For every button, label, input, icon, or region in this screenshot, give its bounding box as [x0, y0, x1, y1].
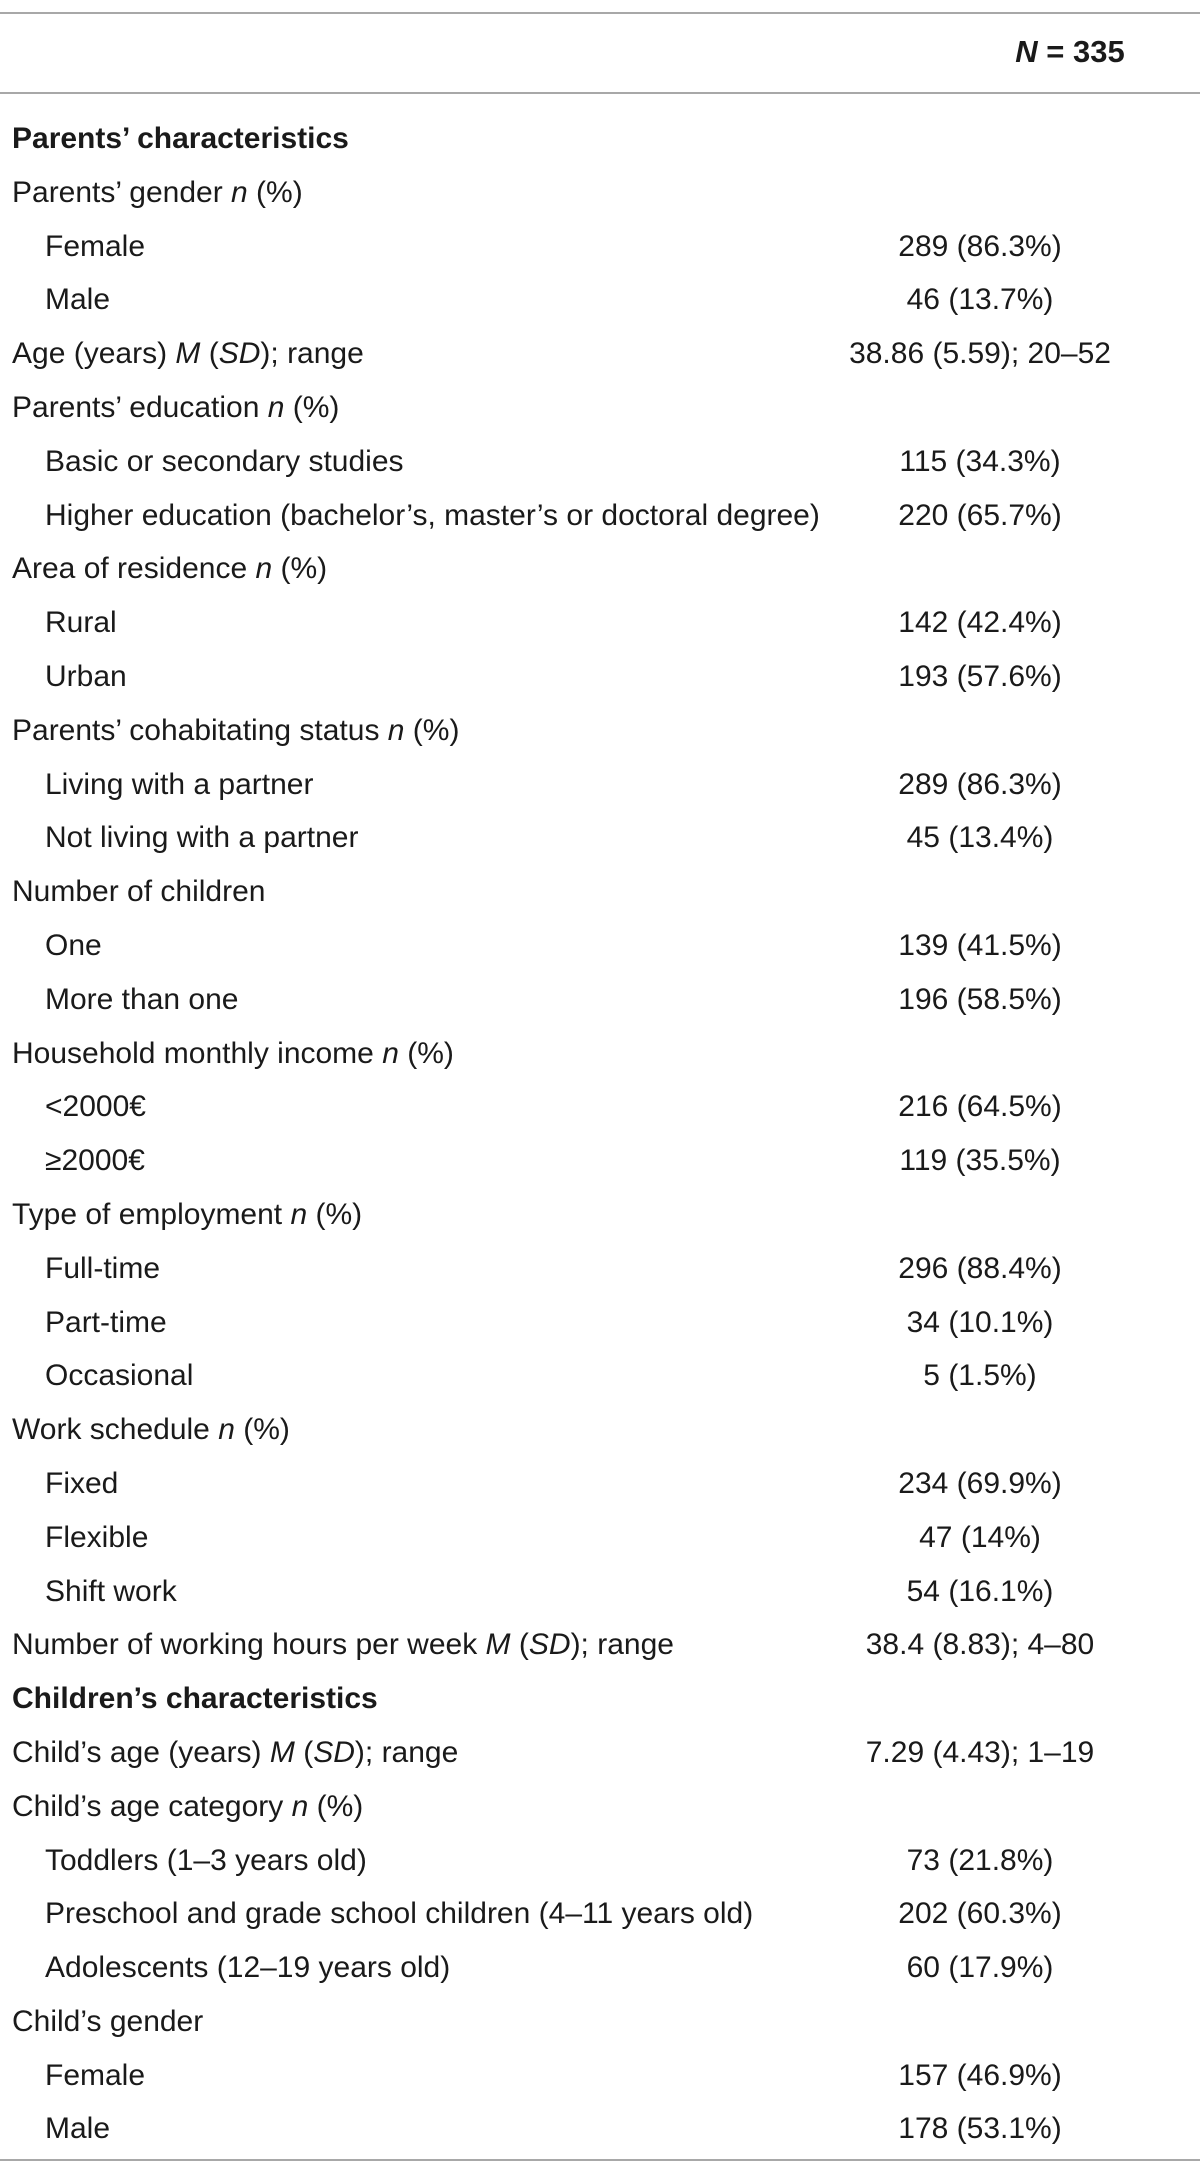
row-label-text: Living with a partner	[45, 767, 314, 801]
row-label	[45, 811, 358, 865]
row-value: 38.4 (8.83); 4–80	[865, 1628, 1095, 1662]
row-label-text: Number of working hours per week	[12, 1628, 486, 1662]
row-label-stat: n	[231, 175, 248, 209]
row-label-text: Full-time	[45, 1251, 161, 1285]
row-label-text: Household monthly income	[12, 1036, 383, 1070]
group-header-row	[0, 166, 1200, 220]
row-value: 289 (86.3%)	[898, 767, 1062, 801]
row-label-stat: n	[290, 1197, 308, 1231]
row-label	[45, 273, 110, 327]
table-row	[0, 1349, 1200, 1403]
row-label	[45, 1242, 160, 1296]
row-label-stat: n	[267, 390, 285, 424]
group-header-row	[0, 381, 1200, 435]
row-value: 46 (13.7%)	[906, 283, 1054, 317]
group-header-row	[0, 1780, 1200, 1834]
row-label	[45, 2102, 110, 2156]
table-row	[0, 220, 1200, 274]
row-label	[45, 1511, 148, 1565]
row-label-text: Basic or secondary studies	[45, 444, 404, 478]
group-header-row	[0, 542, 1200, 596]
row-value: 7.29 (4.43); 1–19	[865, 1735, 1095, 1769]
row-label-text: Shift work	[45, 1574, 177, 1608]
table-row	[0, 650, 1200, 704]
row-label-text: Toddlers (1–3 years old)	[45, 1843, 367, 1877]
row-value: 119 (35.5%)	[899, 1144, 1061, 1178]
group-header-row	[0, 865, 1200, 919]
row-label-text: Work schedule	[12, 1413, 219, 1447]
row-label	[12, 112, 349, 166]
row-value: 289 (86.3%)	[898, 229, 1062, 263]
table-row	[0, 1511, 1200, 1565]
row-label-stat: SD	[313, 1735, 355, 1769]
row-label-text: Part-time	[45, 1305, 167, 1339]
row-label-suffix: (%)	[284, 390, 340, 424]
row-label	[12, 1188, 362, 1242]
row-value: 54 (16.1%)	[906, 1574, 1054, 1608]
row-value: 157 (46.9%)	[898, 2058, 1062, 2092]
n-symbol: N	[1015, 34, 1038, 69]
row-label	[12, 1726, 458, 1780]
table-row	[0, 1242, 1200, 1296]
row-label-stat: n	[382, 1036, 399, 1070]
row-label	[12, 1618, 674, 1672]
row-label-text: Adolescents (12–19 years old)	[45, 1951, 451, 1985]
group-header-row	[0, 1027, 1200, 1081]
row-value: 139 (41.5%)	[898, 928, 1062, 962]
row-label	[12, 865, 265, 919]
row-label-suffix: ); range	[570, 1628, 674, 1662]
row-label-text: Female	[45, 229, 146, 263]
row-label-text: Number of children	[12, 875, 266, 909]
row-label-suffix: ); range	[354, 1735, 459, 1769]
row-label-text: Not living with a partner	[45, 821, 359, 855]
row-label-text: Male	[45, 2112, 111, 2146]
row-label	[12, 1995, 203, 2049]
group-header-row	[0, 1995, 1200, 2049]
table-row	[0, 1887, 1200, 1941]
row-label	[45, 1887, 753, 1941]
row-label-text: Parents’ education	[12, 390, 268, 424]
group-header-row	[0, 1188, 1200, 1242]
table-row	[0, 1565, 1200, 1619]
row-label-stat: M	[175, 337, 201, 371]
row-label-text: Flexible	[45, 1520, 149, 1554]
row-label-text: Fixed	[45, 1466, 119, 1500]
row-label-stat: SD	[218, 337, 261, 371]
row-value: 234 (69.9%)	[898, 1466, 1062, 1500]
row-value: 193 (57.6%)	[898, 659, 1062, 693]
row-label-stat: n	[218, 1413, 235, 1447]
row-label	[12, 542, 327, 596]
row-label-text: Parents’ gender	[12, 175, 232, 209]
row-label	[45, 435, 404, 489]
row-value: 47 (14%)	[919, 1520, 1041, 1554]
group-header-row	[0, 704, 1200, 758]
row-label-text: Children’s characteristics	[12, 1682, 378, 1716]
row-label	[45, 1457, 118, 1511]
row-label-suffix: ); range	[260, 337, 364, 371]
group-header-row	[0, 1726, 1200, 1780]
row-label	[45, 1080, 146, 1134]
row-label-text: Child’s gender	[12, 2004, 204, 2038]
row-label-text: <2000€	[45, 1090, 146, 1124]
row-label	[12, 381, 339, 435]
row-label	[45, 919, 102, 973]
table-row	[0, 758, 1200, 812]
group-header-row	[0, 1618, 1200, 1672]
row-value: 5 (1.5%)	[923, 1359, 1037, 1393]
row-label	[45, 1941, 450, 1995]
row-label	[45, 758, 313, 812]
row-label-text: Child’s age category	[12, 1789, 292, 1823]
section-header-row	[0, 112, 1200, 166]
group-header-row	[0, 327, 1200, 381]
table-body	[0, 112, 1200, 2156]
row-value: 38.86 (5.59); 20–52	[849, 337, 1111, 371]
row-label	[12, 1780, 363, 1834]
row-label-suffix: (%)	[234, 1413, 290, 1447]
table-row	[0, 1457, 1200, 1511]
row-label-text: Child’s age (years)	[12, 1735, 270, 1769]
row-value: 216 (64.5%)	[898, 1090, 1062, 1124]
row-label-stat: n	[387, 713, 405, 747]
table-row	[0, 1296, 1200, 1350]
row-label-text: (	[294, 1735, 314, 1769]
row-label-text: Parents’ cohabitating status	[12, 713, 388, 747]
table-row	[0, 489, 1200, 543]
row-label	[45, 596, 117, 650]
row-label-suffix: (%)	[404, 713, 460, 747]
row-label-text: Type of employment	[12, 1197, 291, 1231]
table-row	[0, 973, 1200, 1027]
row-label-text: One	[45, 928, 102, 962]
row-value: 142 (42.4%)	[898, 606, 1062, 640]
table-row	[0, 273, 1200, 327]
row-label-text: Higher education (bachelor’s, master’s or doctoral degree)	[45, 498, 820, 532]
row-label-text: Male	[45, 283, 111, 317]
row-label-text: Urban	[45, 659, 127, 693]
row-value: 178 (53.1%)	[898, 2112, 1062, 2146]
table-row	[0, 435, 1200, 489]
row-value: 45 (13.4%)	[906, 821, 1054, 855]
n-value: = 335	[1046, 34, 1125, 69]
table-row	[0, 811, 1200, 865]
row-label-text: Area of residence	[12, 552, 256, 586]
row-label	[45, 1296, 167, 1350]
row-label-suffix: (%)	[272, 552, 328, 586]
row-label-suffix: (%)	[307, 1197, 363, 1231]
table-row	[0, 596, 1200, 650]
row-label-suffix: (%)	[308, 1789, 364, 1823]
row-label-text: (	[200, 337, 219, 371]
row-label	[45, 1134, 145, 1188]
row-label-text: More than one	[45, 982, 239, 1016]
row-value: 196 (58.5%)	[898, 982, 1062, 1016]
row-value: 34 (10.1%)	[906, 1305, 1054, 1339]
row-label-suffix: (%)	[247, 175, 303, 209]
row-label	[45, 1565, 177, 1619]
row-label-text: ≥2000€	[45, 1144, 145, 1178]
row-label	[45, 489, 820, 543]
row-label-stat: M	[269, 1735, 295, 1769]
row-label	[45, 2049, 145, 2103]
table-row	[0, 1080, 1200, 1134]
row-value: 115 (34.3%)	[899, 444, 1061, 478]
row-label	[12, 704, 459, 758]
row-label	[12, 1672, 378, 1726]
row-label	[45, 973, 238, 1027]
table-bottom-rule	[0, 2159, 1200, 2161]
row-value: 220 (65.7%)	[898, 498, 1062, 532]
row-label	[12, 166, 303, 220]
row-value: 73 (21.8%)	[906, 1843, 1054, 1877]
section-header-row	[0, 1672, 1200, 1726]
column-header-n	[960, 30, 1180, 74]
table-row	[0, 1134, 1200, 1188]
row-label-stat: M	[485, 1628, 511, 1662]
row-label	[45, 650, 127, 704]
row-label-text: Preschool and grade school children (4–11 years old)	[45, 1897, 754, 1931]
row-label	[45, 220, 145, 274]
row-label-text: Female	[45, 2058, 146, 2092]
table-header-rule	[0, 92, 1200, 94]
table-top-rule	[0, 12, 1200, 14]
row-label-text: Age (years)	[12, 337, 176, 371]
table-row	[0, 2049, 1200, 2103]
row-label-stat: SD	[528, 1628, 571, 1662]
row-label-suffix: (%)	[398, 1036, 454, 1070]
row-label	[45, 1834, 367, 1888]
row-label-text: Occasional	[45, 1359, 194, 1393]
row-label	[12, 1403, 290, 1457]
table-row	[0, 1941, 1200, 1995]
table-row	[0, 2102, 1200, 2156]
row-label	[12, 327, 364, 381]
row-label-text: Parents’ characteristics	[12, 122, 349, 155]
group-header-row	[0, 1403, 1200, 1457]
row-label-stat: n	[255, 552, 273, 586]
row-label	[45, 1349, 193, 1403]
row-label-text: (	[510, 1628, 529, 1662]
table-row	[0, 919, 1200, 973]
table-row	[0, 1834, 1200, 1888]
row-label-stat: n	[291, 1789, 309, 1823]
row-value: 202 (60.3%)	[898, 1897, 1062, 1931]
row-label	[12, 1027, 454, 1081]
row-value: 296 (88.4%)	[898, 1251, 1062, 1285]
row-label-text: Rural	[45, 606, 117, 640]
row-value: 60 (17.9%)	[906, 1951, 1054, 1985]
